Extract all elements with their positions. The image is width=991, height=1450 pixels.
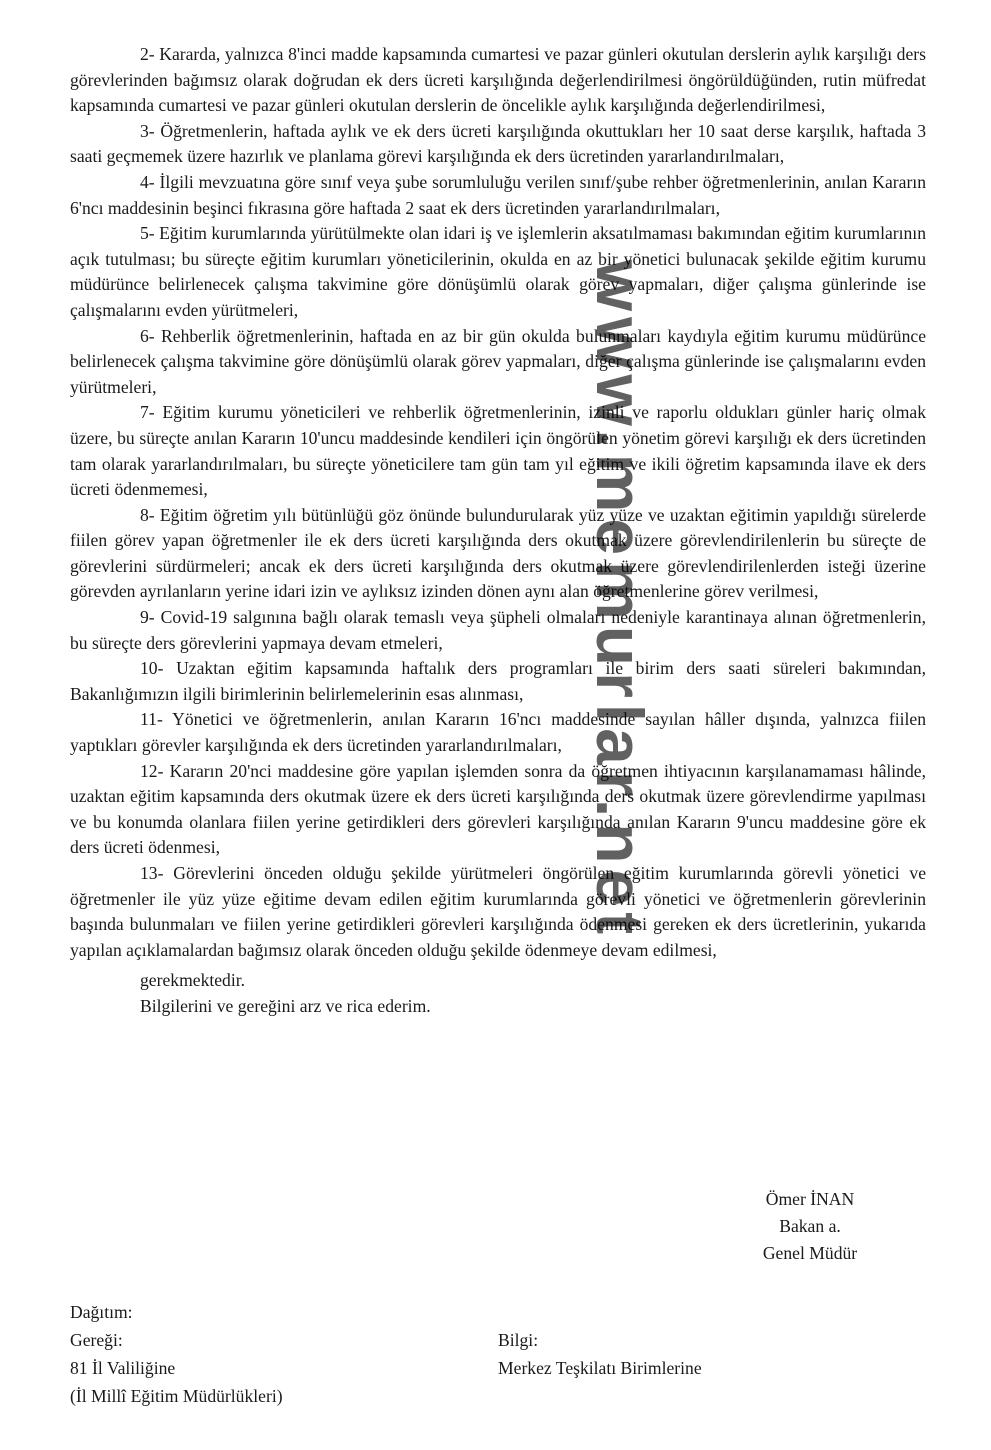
closing-block [140,967,926,1019]
paragraph-item-11: 11- Yönetici ve öğretmenlerin, anılan Kararın 16'ncı maddesinde sayılan hâller dışında, yalnızca fiilen yaptıkları görevler karşılığında ek ders ücretinden yararlandırılmaları, [70,709,926,756]
paragraph-item-3: 3- Öğretmenlerin, haftada aylık ve ek ders ücreti karşılığında okuttukları her 10 saat derse karşılık, haftada 3 saati geçmemek üzere hazırlık ve planlama görevi karşılığında ek ders ücretinden yararlandırılmaları, [70,120,926,167]
paragraph-item-6: 6- Rehberlik öğretmenlerinin, haftada en az bir gün okulda bulunmaları kaydıyla eğitim kurumu müdürünce belirlenecek çalışma takvimine göre dönüşümlü olarak görev yapmaları, diğer çalışma günlerinde ise çalışmalarını evden yürütmeleri, [70,325,926,397]
distribution-info-list [498,1326,898,1410]
distribution-action-note: (İl Millî Eğitim Müdürlükleri) [70,1386,283,1406]
paragraph-item-13: 13- Görevlerini önceden olduğu şekilde yürütmeleri öngörülen eğitim kurumlarında görevli yönetici ve öğretmenler ile yüz yüze eğitime devam edilen eğitim kurumlarında görevli yönetici ve öğretmenlerin görevlerinin başında bulunmaları ve fiilen yerine getirdikleri görevleri karşılığında ödenmesi gereken ek ders ücretlerinin, yukarıda yapılan açıklamalardan bağımsız olarak önceden olduğu şekilde ödenmeye devam edilmesi, [70,863,926,960]
distribution-action-label: Gereği: [70,1330,123,1350]
distribution-block [70,1298,930,1410]
document-body [70,42,926,1019]
paragraph-item-12: 12- Kararın 20'nci maddesine göre yapılan işlemden sonra da öğretmen ihtiyacının karşılanamaması hâlinde, uzaktan eğitim kapsamında ders okutmak üzere ek ders ücreti karşılığında ders okutmak üzere görevlendirme yapılması ve bu konumda olanlara fiilen yerine getirdikleri ders görevleri karşılığında anılan Kararın 9'uncu maddesine göre ek ders ücreti ödenmesi, [70,760,926,858]
signatory-position: Genel Müdür [762,1243,858,1263]
signatory-title: Bakan a. [779,1216,841,1236]
distribution-info-label: Bilgi: [498,1330,539,1350]
distribution-action-recipient: 81 İl Valiliğine [70,1358,176,1378]
paragraph-item-8: 8- Eğitim öğretim yılı bütünlüğü göz önünde bulundurularak yüz yüze ve uzaktan eğitimin yapıldığı sürelerde fiilen görev yapan öğretmenler ile ek ders ücreti karşılığında ders okutmak üzere görevlendirilenlerin bu süreçte de görevlerini sürdürmeleri; ancak ek ders ücreti karşılığında ders okutmak üzere görevlendirilenlerden isteği üzerine görevden ayrılanların yerine idari izin ve aylıksız izinden dönen aynı alan öğretmenlerine görev verilmesi, [70,504,926,602]
distribution-heading: Dağıtım: [70,1302,133,1322]
paragraph-item-7: 7- Eğitim kurumu yöneticileri ve rehberlik öğretmenlerinin, izinli ve raporlu oldukları günler hariç olmak üzere, bu süreçte anılan Kararın 10'uncu maddesinde kendileri için öngörülen yönetim görevi karşılığı ek ders ücretinden tam olarak yararlandırılmaları, bu süreçte yöneticilere tam gün tam yıl eğitim ve ikili öğretim kapsamında ilave ek ders ücreti ödenmemesi, [70,402,926,500]
watermark: www.memurlar.net [583,259,657,941]
distribution-action-list [70,1326,498,1410]
paragraph-item-10: 10- Uzaktan eğitim kapsamında haftalık ders programları ile birim ders saati süreleri bakımından, Bakanlığımızın ilgili birimlerinin belirlemelerinin esas alınması, [70,658,926,704]
closing-line: gerekmektedir. [140,970,246,991]
paragraph-item-9: 9- Covid-19 salgınına bağlı olarak temaslı veya şüpheli olmaları nedeniyle karantinaya alınan öğretmenlerin, bu süreçte ders görevlerini yapmaya devam etmeleri, [70,607,926,653]
signature-block [700,1186,920,1267]
signatory-name: Ömer İNAN [765,1189,855,1209]
paragraph-item-2: 2- Kararda, yalnızca 8'inci madde kapsamında cumartesi ve pazar günleri okutulan derslerin aylık karşılığı ders görevlerinden bağımsız olarak doğrudan ek ders ücreti karşılığında değerlendirilmesi öngörüldüğünden, rutin müfredat kapsamında cumartesi ve pazar günleri okutulan derslerin de öncelikle aylık karşılığında değerlendirilmesi, [70,44,926,116]
distribution-info-recipient: Merkez Teşkilatı Birimlerine [498,1358,702,1378]
paragraph-item-5: 5- Eğitim kurumlarında yürütülmekte olan idari iş ve işlemlerin aksatılmaması bakımından eğitim kurumlarının açık tutulması; bu süreçte eğitim kurumları yöneticilerinin, okulda en az bir yönetici bulunacak şekilde eğitim kurumu müdürünce belirlenecek çalışma takvimine göre dönüşümlü olarak görev yapmaları, diğer çalışma günlerinde ise çalışmalarını evden yürütmeleri, [70,223,926,320]
closing-request: Bilgilerini ve gereğini arz ve rica ederim. [140,996,431,1017]
paragraph-item-4: 4- İlgili mevzuatına göre sınıf veya şube sorumluluğu verilen sınıf/şube rehber öğretmenlerinin, anılan Kararın 6'ncı maddesinin beşinci fıkrasına göre haftada 2 saat ek ders ücretinden yararlandırılmaları, [70,171,926,218]
